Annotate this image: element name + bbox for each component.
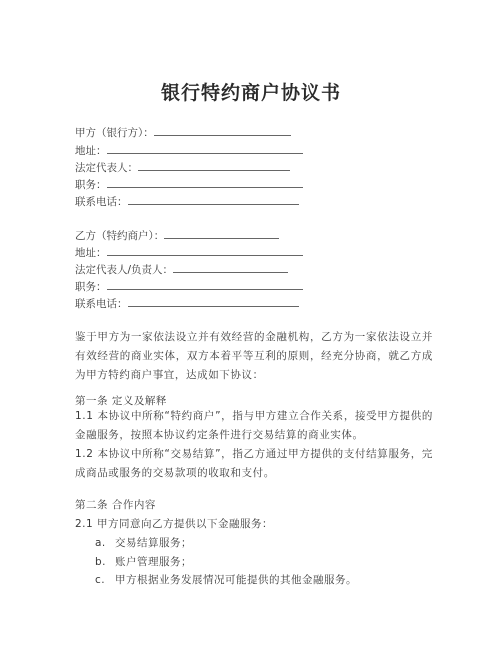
party-b-merchant-blank xyxy=(164,228,279,239)
party-a-rep-line xyxy=(75,160,290,175)
party-b-position-blank xyxy=(107,279,303,290)
service-item-a-mark: a. xyxy=(95,537,106,549)
party-a-rep-blank xyxy=(138,160,290,171)
service-item-b xyxy=(95,555,192,569)
service-item-c-mark: c. xyxy=(95,574,106,586)
party-a-bank-blank xyxy=(154,125,291,136)
article-2-heading: 第二条 合作内容 xyxy=(75,499,156,511)
party-a-bank-label: 甲方（银行方）： xyxy=(75,127,154,139)
service-item-c xyxy=(95,573,357,587)
service-item-b-mark: b. xyxy=(95,556,107,568)
article-2-clause-1: 2.1 甲方同意向乙方提供以下金融服务： xyxy=(75,518,274,530)
party-a-bank-line xyxy=(75,125,291,140)
party-b-address-blank xyxy=(107,245,303,256)
service-item-a xyxy=(95,536,192,550)
article-1-heading: 第一条 定义及解释 xyxy=(75,395,167,407)
party-a-position-blank xyxy=(107,177,303,188)
party-a-rep-label: 法定代表人： xyxy=(75,162,138,174)
preamble-paragraph: 鉴于甲方为一家依法设立并有效经营的金融机构，乙方为一家依法设立并有效经营的商业实体，双方本着平等互利的原则，经充分协商，就乙方成为甲方特约商户事宜，达成如下协议： xyxy=(75,331,433,381)
party-b-position-line xyxy=(75,279,303,294)
party-b-rep-line xyxy=(75,262,288,277)
party-a-position-line xyxy=(75,177,303,192)
service-item-b-text: 账户管理服务； xyxy=(115,556,192,568)
party-a-phone-label: 联系电话： xyxy=(75,196,128,208)
document-title: 银行特约商户协议书 xyxy=(160,82,341,104)
party-b-merchant-line xyxy=(75,228,279,243)
article-1-clause-1: 1.1 本协议中所称“特约商户”，指与甲方建立合作关系，接受甲方提供的金融服务，按照本协议约定条件进行交易结算的商业实体。 xyxy=(75,410,433,441)
party-a-phone-line xyxy=(75,194,299,209)
party-a-position-label: 职务： xyxy=(75,179,107,191)
party-b-address-label: 地址： xyxy=(75,247,107,259)
article-1-clause-2: 1.2 本协议中所称“交易结算”，指乙方通过甲方提供的支付结算服务，完成商品或服务的交易款项的收取和支付。 xyxy=(75,448,433,479)
party-b-phone-label: 联系电话： xyxy=(75,298,128,310)
party-b-address-line xyxy=(75,245,303,260)
party-b-phone-line xyxy=(75,296,299,311)
party-b-rep-label: 法定代表人/负责人： xyxy=(75,264,174,276)
party-b-position-label: 职务： xyxy=(75,281,107,293)
party-b-merchant-label: 乙方（特约商户）： xyxy=(75,230,165,242)
party-a-address-line xyxy=(75,143,303,158)
service-item-c-text: 甲方根据业务发展情况可能提供的其他金融服务。 xyxy=(115,574,357,586)
service-item-a-text: 交易结算服务； xyxy=(115,537,192,549)
party-b-phone-blank xyxy=(128,296,299,307)
party-a-address-blank xyxy=(107,143,303,154)
party-a-phone-blank xyxy=(128,194,299,205)
party-b-rep-blank xyxy=(173,262,288,273)
party-a-address-label: 地址： xyxy=(75,145,107,157)
